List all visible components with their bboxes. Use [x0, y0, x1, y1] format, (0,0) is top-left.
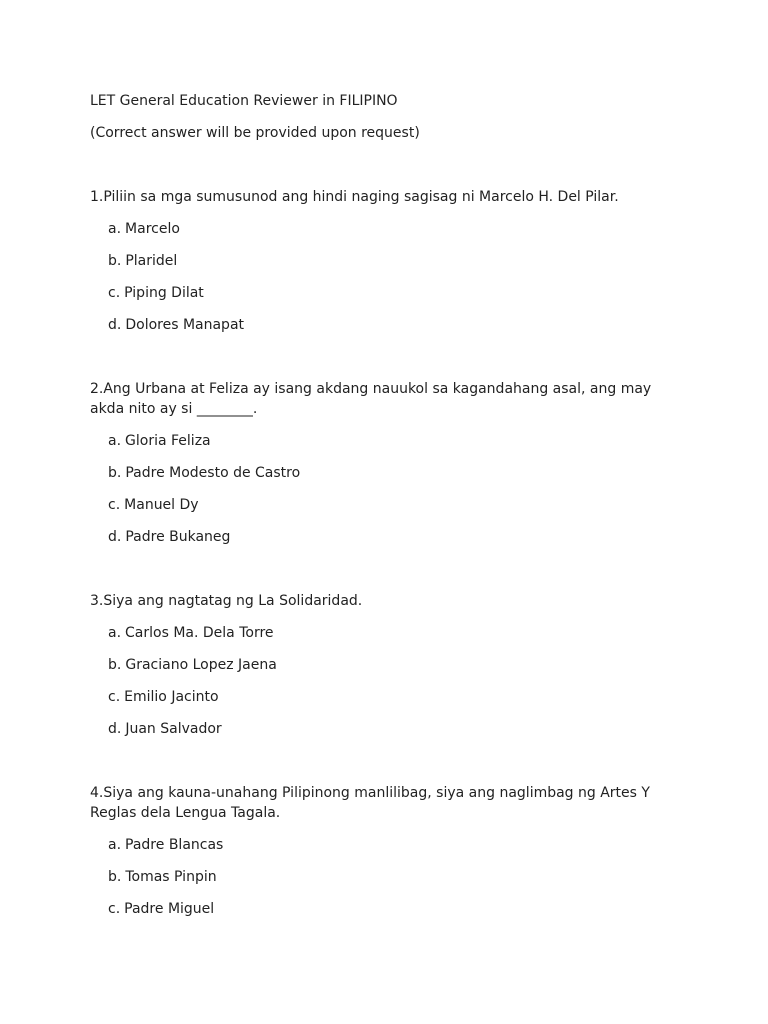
option-letter: b.	[108, 465, 122, 481]
option-letter: a.	[108, 433, 122, 449]
option-text: Emilio Jacinto	[124, 689, 219, 705]
option-text: Graciano Lopez Jaena	[125, 657, 277, 673]
option-text: Padre Miguel	[124, 901, 215, 917]
option-text: Padre Modesto de Castro	[125, 465, 301, 481]
document-subtitle: (Correct answer will be provided upon request)	[90, 125, 420, 141]
option-c	[90, 687, 670, 707]
options-list	[90, 623, 670, 739]
option-letter: c.	[108, 901, 121, 917]
question-3	[90, 591, 670, 739]
option-b	[90, 655, 670, 675]
option-text: Gloria Feliza	[125, 433, 211, 449]
option-text: Tomas Pinpin	[125, 869, 217, 885]
option-text: Dolores Manapat	[125, 317, 245, 333]
option-text: Plaridel	[125, 253, 178, 269]
option-letter: a.	[108, 221, 122, 237]
option-letter: b.	[108, 869, 122, 885]
option-text: Padre Bukaneg	[125, 529, 231, 545]
option-a	[90, 431, 670, 451]
option-letter: c.	[108, 497, 121, 513]
option-text: Manuel Dy	[124, 497, 199, 513]
option-c	[90, 899, 670, 919]
question-text: 1.Piliin sa mga sumusunod ang hindi naging sagisag ni Marcelo H. Del Pilar.	[90, 189, 619, 205]
option-a	[90, 219, 670, 239]
option-b	[90, 463, 670, 483]
option-letter: b.	[108, 657, 122, 673]
option-c	[90, 495, 670, 515]
document-page	[90, 91, 670, 919]
option-text: Padre Blancas	[125, 837, 224, 853]
option-letter: b.	[108, 253, 122, 269]
option-letter: c.	[108, 689, 121, 705]
option-letter: d.	[108, 529, 122, 545]
question-text: 3.Siya ang nagtatag ng La Solidaridad.	[90, 593, 363, 609]
option-letter: a.	[108, 625, 122, 641]
options-list	[90, 835, 670, 919]
option-text: Juan Salvador	[125, 721, 222, 737]
option-text: Piping Dilat	[124, 285, 204, 301]
option-b	[90, 251, 670, 271]
option-letter: d.	[108, 317, 122, 333]
option-d	[90, 527, 670, 547]
option-letter: a.	[108, 837, 122, 853]
option-text: Carlos Ma. Dela Torre	[125, 625, 274, 641]
options-list	[90, 431, 670, 547]
question-1	[90, 187, 670, 335]
option-a	[90, 623, 670, 643]
option-letter: d.	[108, 721, 122, 737]
question-4	[90, 783, 670, 919]
question-text: 2.Ang Urbana at Feliza ay isang akdang nauukol sa kagandahang asal, ang may akda nito ay si ________.	[90, 381, 652, 417]
options-list	[90, 219, 670, 335]
option-a	[90, 835, 670, 855]
option-c	[90, 283, 670, 303]
option-text: Marcelo	[125, 221, 180, 237]
option-d	[90, 719, 670, 739]
question-2	[90, 379, 670, 547]
option-b	[90, 867, 670, 887]
document-title: LET General Education Reviewer in FILIPINO	[90, 93, 398, 109]
question-text: 4.Siya ang kauna-unahang Pilipinong manlilibag, siya ang naglimbag ng Artes Y Reglas dela Lengua Tagala.	[90, 785, 650, 821]
option-letter: c.	[108, 285, 121, 301]
option-d	[90, 315, 670, 335]
